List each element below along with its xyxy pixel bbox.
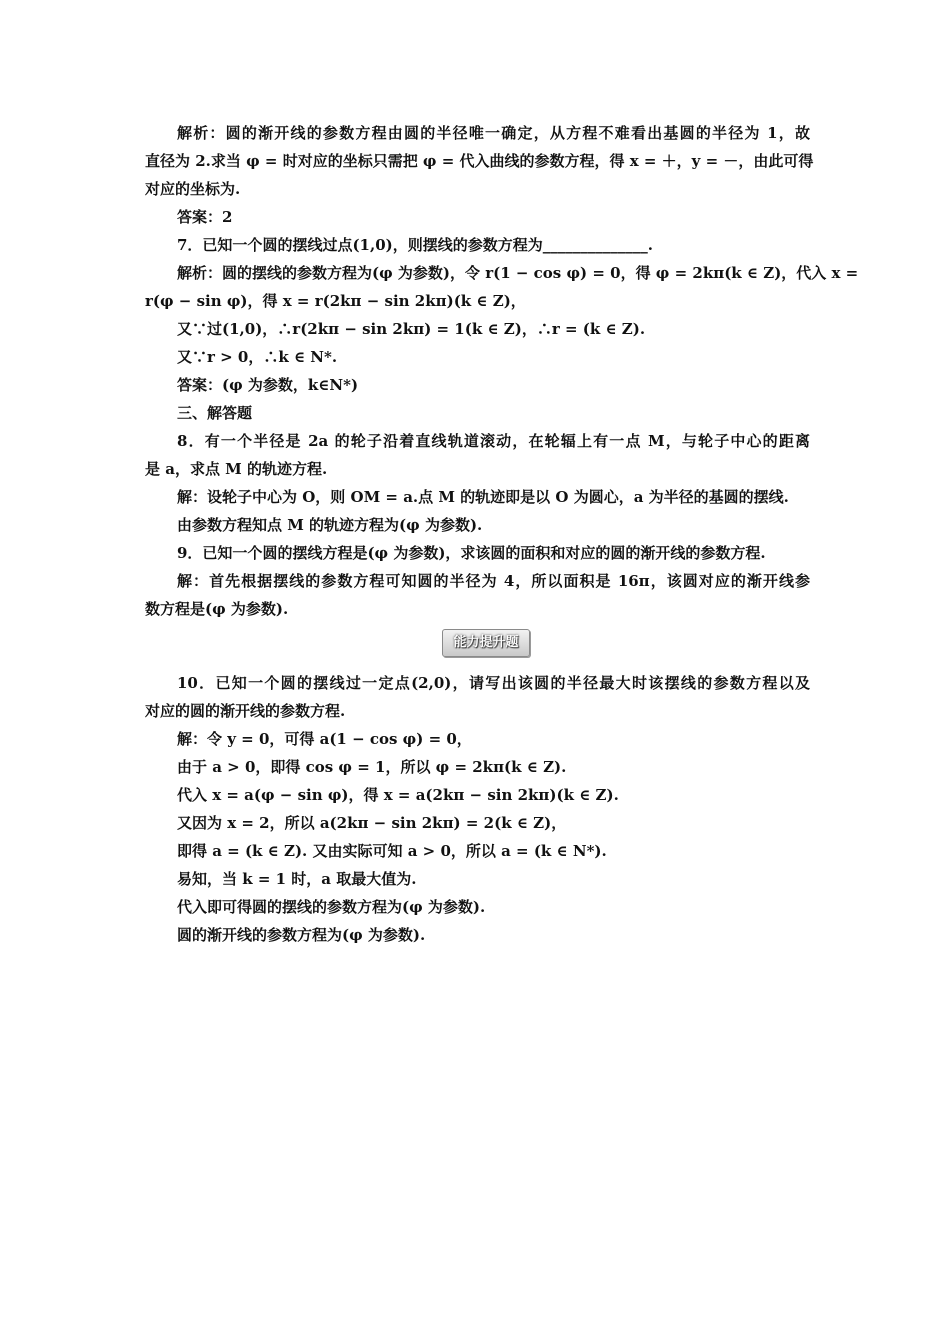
q9-solution-line: 解：首先根据摆线的参数方程可知圆的半径为 4，所以面积是 16π，该圆对应的渐开线参 — [177, 572, 810, 590]
q8-question-line: 8．有一个半径是 2a 的轮子沿着直线轨道滚动，在轮辐上有一点 M，与轮子中心的距离 — [177, 432, 810, 450]
q7-analysis-line: r(φ − sin φ)，得 x = r(2kπ − sin 2kπ)(k ∈ Z)， — [145, 292, 526, 310]
q10-solution-line: 解：令 y = 0，可得 a(1 − cos φ) = 0， — [177, 730, 472, 748]
q6-analysis-line: 对应的坐标为. — [145, 180, 241, 198]
q8-solution-line: 由参数方程知点 M 的轨迹方程为(φ 为参数). — [177, 516, 483, 534]
q7-analysis-line: 又∵r > 0，∴k ∈ N*. — [177, 348, 338, 366]
q10-solution-line: 由于 a > 0，即得 cos φ = 1，所以 φ = 2kπ(k ∈ Z). — [177, 758, 567, 776]
q10-question-line: 对应的圆的渐开线的参数方程. — [145, 702, 346, 720]
q6-analysis-line: 解析：圆的渐开线的参数方程由圆的半径唯一确定，从方程不难看出基圆的半径为 1，故 — [177, 124, 810, 142]
q8-question-line: 是 a，求点 M 的轨迹方程. — [145, 460, 328, 478]
q9-question: 9．已知一个圆的摆线方程是(φ 为参数)，求该圆的面积和对应的圆的渐开线的参数方程. — [177, 544, 766, 562]
q10-solution-line: 即得 a = (k ∈ Z). 又由实际可知 a > 0，所以 a = (k ∈ N*). — [177, 842, 607, 860]
q10-question-line: 10．已知一个圆的摆线过一定点(2,0)，请写出该圆的半径最大时该摆线的参数方程以及 — [177, 674, 810, 692]
q10-solution-line: 代入即可得圆的摆线的参数方程为(φ 为参数). — [177, 898, 486, 916]
q8-solution-line: 解：设轮子中心为 O，则 OM = a.点 M 的轨迹即是以 O 为圆心，a 为半径的基圆的摆线. — [177, 488, 789, 506]
q10-solution-line: 易知，当 k = 1 时，a 取最大值为. — [177, 870, 417, 888]
q10-solution-line: 圆的渐开线的参数方程为(φ 为参数). — [177, 926, 426, 944]
page-content — [145, 119, 859, 949]
ability-improvement-banner: 能力提升题 — [442, 629, 530, 657]
q6-answer: 答案：2 — [177, 208, 233, 226]
q10-solution-line: 又因为 x = 2，所以 a(2kπ − sin 2kπ) = 2(k ∈ Z)， — [177, 814, 567, 832]
q7-analysis-line: 又∵过(1,0)，∴r(2kπ − sin 2kπ) = 1(k ∈ Z)，∴r = (k ∈ Z). — [177, 320, 646, 338]
q7-question: 7．已知一个圆的摆线过点(1,0)，则摆线的参数方程为______________. — [177, 236, 653, 254]
q7-analysis-line: 解析：圆的摆线的参数方程为(φ 为参数)，令 r(1 − cos φ) = 0，得 φ = 2kπ(k ∈ Z)，代入 x = — [177, 264, 859, 282]
section-title: 三、解答题 — [177, 404, 253, 422]
q9-solution-line: 数方程是(φ 为参数). — [145, 600, 289, 618]
q10-solution-line: 代入 x = a(φ − sin φ)，得 x = a(2kπ − sin 2kπ)(k ∈ Z). — [177, 786, 619, 804]
section-banner-wrap — [145, 623, 810, 669]
q6-analysis-line: 直径为 2.求当 φ = 时对应的坐标只需把 φ = 代入曲线的参数方程，得 x = ＋，y = －，由此可得 — [145, 152, 814, 170]
q7-answer: 答案：(φ 为参数，k∈N*) — [177, 376, 359, 394]
